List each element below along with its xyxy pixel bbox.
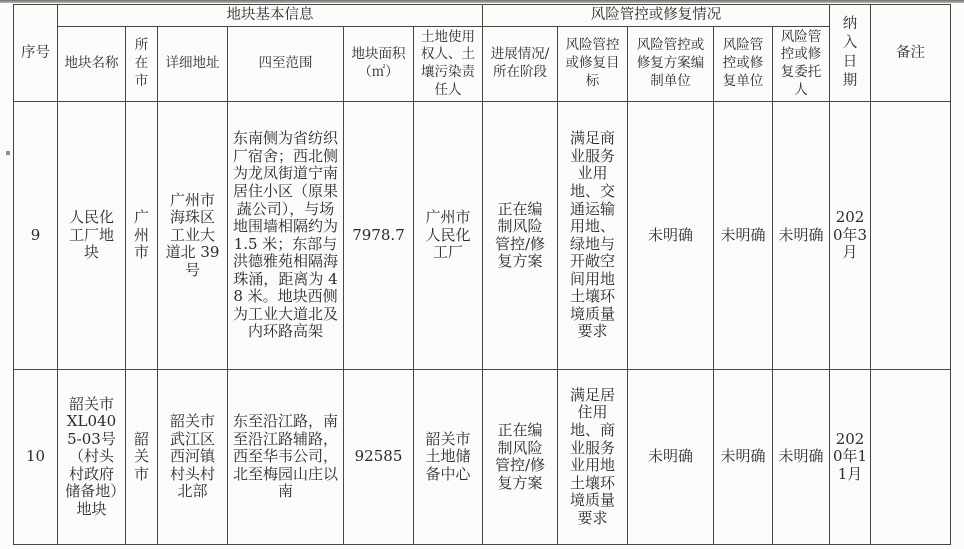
header-group-risk-control: 风险管控或修复情况	[483, 5, 830, 27]
land-parcel-register-table	[13, 4, 951, 545]
header-plot-name: 地块名称	[58, 27, 126, 102]
cell-principal: 未明确	[773, 370, 830, 545]
cell-progress: 正在编制风险管控/修复方案	[483, 370, 558, 545]
cell-land-user: 广州市人民化工厂	[414, 102, 483, 370]
header-principal: 风险管控或修复委托人	[773, 27, 830, 102]
cell-inclusion-date: 2020年3月	[830, 102, 871, 370]
cell-boundary: 东南侧为省纺织厂宿舍；西北侧为龙凤街道宁南居住小区（原果蔬公司），与场地围墙相隔约为 1.5 米；东部与洪德雅苑相隔海珠涌，距离为 48 米。地块西侧为工业大道北及内环路高架	[228, 102, 344, 370]
header-area: 地块面积（㎡）	[344, 27, 414, 102]
cell-plot-name: 人民化工厂地块	[58, 102, 126, 370]
header-address: 详细地址	[158, 27, 228, 102]
cell-control-unit: 未明确	[714, 102, 773, 370]
cell-plan-unit: 未明确	[628, 102, 714, 370]
header-land-user: 土地使用权人、土壤污染责任人	[414, 27, 483, 102]
cell-remarks	[871, 370, 951, 545]
header-group-basic-info: 地块基本信息	[58, 5, 483, 27]
header-sub-row	[14, 27, 951, 102]
cell-progress: 正在编制风险管控/修复方案	[483, 102, 558, 370]
cell-area: 92585	[344, 370, 414, 545]
header-progress: 进展情况/所在阶段	[483, 27, 558, 102]
cell-inclusion-date: 2020年11月	[830, 370, 871, 545]
cell-risk-target: 满足居住用地、商业服务业用地土壤环境质量要求	[558, 370, 628, 545]
cell-seq: 9	[14, 102, 58, 370]
scan-edge-artifact	[0, 0, 964, 3]
cell-land-user: 韶关市土地储备中心	[414, 370, 483, 545]
table-row-9	[14, 102, 951, 370]
header-inclusion-date: 纳入日期	[830, 5, 871, 102]
header-city: 所在市	[126, 27, 158, 102]
header-seq: 序号	[14, 5, 58, 102]
header-group-row	[14, 5, 951, 27]
header-remarks: 备注	[871, 5, 951, 102]
cell-risk-target: 满足商业服务业用地、交通运输用地、绿地与开敞空间用地土壤环境质量要求	[558, 102, 628, 370]
cell-plan-unit: 未明确	[628, 370, 714, 545]
cell-address: 韶关市武江区西河镇村头村北部	[158, 370, 228, 545]
scan-speck-artifact	[6, 151, 10, 155]
header-control-unit: 风险管控或修复单位	[714, 27, 773, 102]
header-risk-target: 风险管控或修复目标	[558, 27, 628, 102]
table-row-10	[14, 370, 951, 545]
cell-seq: 10	[14, 370, 58, 545]
cell-city: 广州市	[126, 102, 158, 370]
cell-principal: 未明确	[773, 102, 830, 370]
cell-plot-name: 韶关市XL0405-03号（村头村政府储备地）地块	[58, 370, 126, 545]
cell-remarks	[871, 102, 951, 370]
cell-control-unit: 未明确	[714, 370, 773, 545]
cell-address: 广州市海珠区工业大道北 39 号	[158, 102, 228, 370]
header-plan-unit: 风险管控或修复方案编制单位	[628, 27, 714, 102]
cell-city: 韶关市	[126, 370, 158, 545]
header-boundary: 四至范围	[228, 27, 344, 102]
cell-area: 7978.7	[344, 102, 414, 370]
cell-boundary: 东至沿江路，南至沿江路辅路，西至华韦公司，北至梅园山庄以南	[228, 370, 344, 545]
